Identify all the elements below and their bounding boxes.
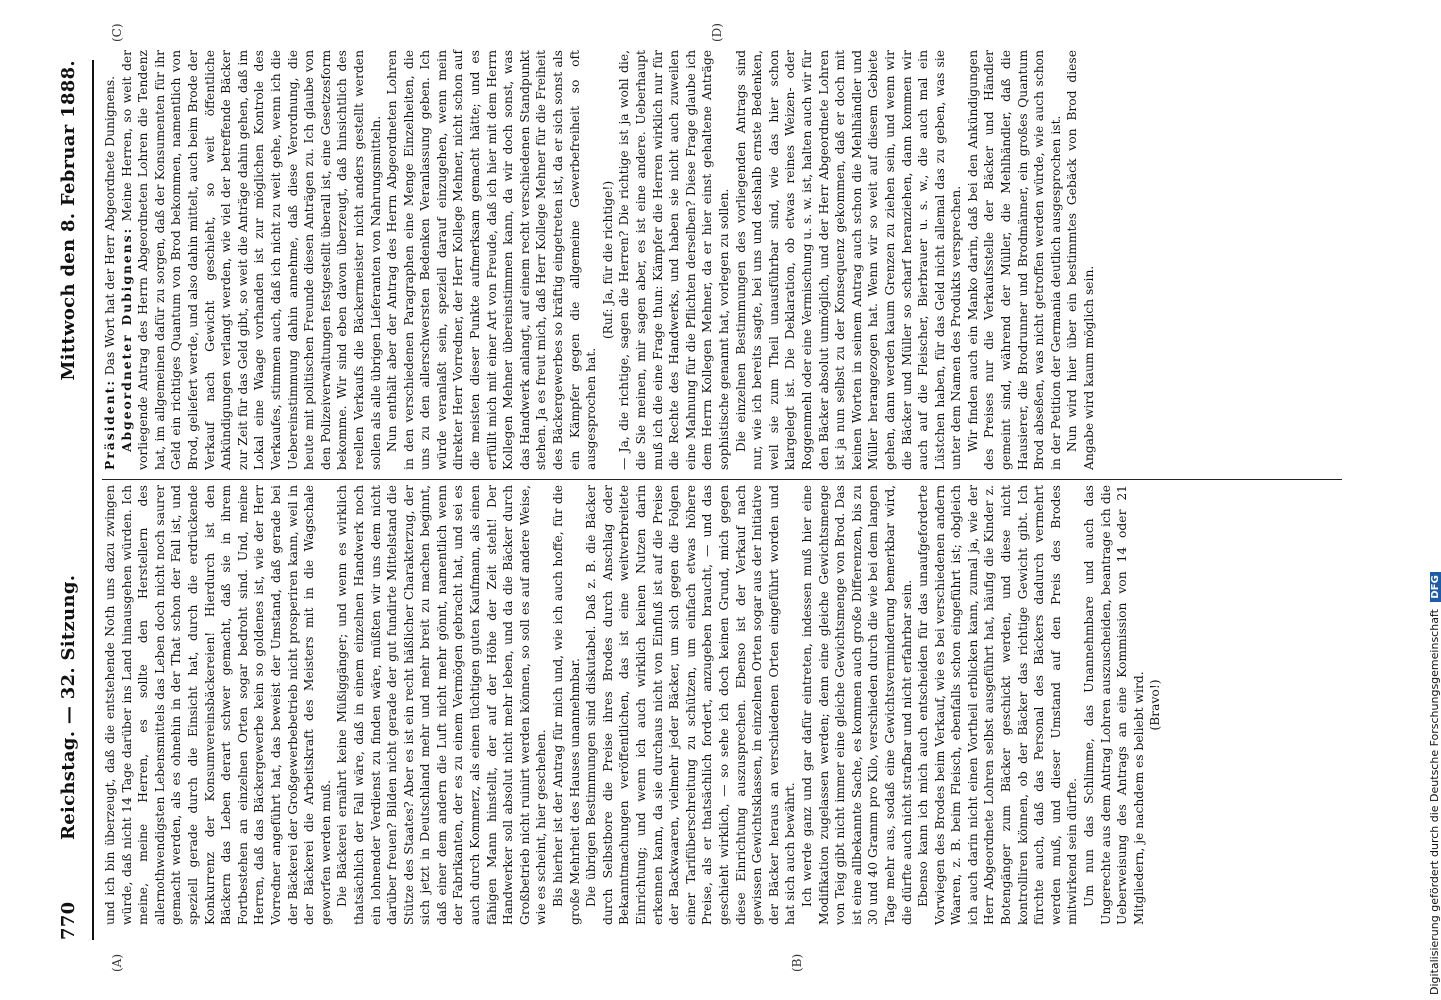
paragraph: und ich bin überzeugt, daß die entstehende Noth uns dazu zwingen würde, daß nicht 14 Tage darüber ins Land hinausgehen würden. Ich meine, meine Herren, es sollte den Herstellern des allernothwendigsten Lebensmittels das Leben doch nicht noch saurer gemacht werden, als es ohnehin in der That schon der Fall ist, und speziell gerade durch die Einsicht hat, durch die erdrückende Konkurrenz der Konsumvereinsbäckereien! Hierdurch ist den Bäckern das Leben derart schwer gemacht, daß sie in ihrem Fortbestehen an einzelnen Orten sogar bedroht sind. Und, meine Herren, daß das Bäckergewerbe kein so goldenes ist, wie der Herr Vorredner angeführt hat, das beweist der Umstand, daß gerade bei der Bäckerei der Großgewerbebetrieb nicht prosperiren kann, weil in der Bäckerei die Arbeitskraft des Meisters mit in die Wagschale geworfen werden muß. — [103, 485, 333, 925]
paragraph: Die Bäckerei ernährt keine Müßiggänger; und wenn es wirklich thatsächlich der Fall wäre, daß in einem einzelnen Handwerk noch ein lohnender Verdienst zu finden wäre, müßten wir uns dem nicht darüber freuen? Bilden nicht gerade der gut fundirte Mittelstand die Stütze des Staates? Aber es ist ein recht häßlicher Charakterzug, der sich jetzt in Deutschland mehr und mehr breit zu machen beginnt, daß einer dem andern die Luft nicht mehr gönnt, namentlich wenn der Fabrikanten, der es zu einem Vermögen gebracht hat, und sei es auch durch Kommerz, als einen tüchtigen guten Kaufmann, als einen fähigen Mann hinstellt, der auf der Höhe der Zeit steht! Der Handwerker soll absolut nicht mehr leben, und da die Bäcker durch Großbetrieb nicht ruinirt werden können, so soll es auf andere Weise, wie es scheint, hier geschehen. — [335, 485, 549, 925]
paragraph: Ebenso kann ich mich auch entscheiden für das unaufgeforderte Vorwiegen des Brodes beim Verkauf, wie es bei verschiedenen andern Waaren, z. B. beim Fleisch, ebenfalls schon eingeführt ist; obgleich ich auch darin nicht einen Vortheil erblicken kann, zumal ja, wie der Herr Abgeordnete Lohren selbst ausgeführt hat, häufig die Kinder z. Botengänger zum Bäcker geschickt werden, und diese nicht kontrolliren können, ob der Bäcker das richtige Gewicht gibt. Ich fürchte auch, daß das Personal des Bäckers dadurch vermehrt werden muß, und dieser Umstand auf den Preis des Brodes mitwirkend sein dürfte. — [916, 485, 1080, 925]
dfg-logo: DFG — [1430, 572, 1441, 601]
speaker-label: Abgeordneter Dubignens: — [118, 226, 134, 452]
margin-mark-d: (D) — [710, 23, 724, 42]
interjection: (Ruf: Ja, für die richtige!) — [600, 180, 615, 340]
paragraph: Nun wird hier über ein bestimmtes Gebäck von Brod diese Angabe wird kaum möglich sein. — [1065, 50, 1097, 470]
applause-note: (Bravo!) — [1148, 679, 1163, 731]
running-head — [58, 60, 92, 940]
digitization-credit — [1428, 572, 1441, 995]
paragraph: — Ja, die richtige, sagen die Herren? Die richtige ist ja wohl die, die Sie meinen, mir sagen aber, es ist eine andere. Ueberhaupt muß ich die eine Frage thun: Kämpfer die Herren wirklich nur für die Rechte des Handwerks, und haben sie nicht auch zuweilen eine Mahnung für die Pflichten derselben? Diese Frage glaube ich dem Herrn Kollegen Mehner, da er hier einst gehaltene Anträge sophistische genannt hat, vorlegen zu sollen. — [617, 50, 731, 470]
paragraph: Wir finden auch ein Manko darin, daß bei den Ankündigungen des Preises nur die Verkaufsstelle der Bäcker und Händler gemeint sind, während der Müller, die Mehlhändler, daß die Hausierer, die Brodrunner und Brodmänner, ein großes Quantum Brod abseßen, was nicht getroffen werden würde, wie auch schon in der Petition der Germania deutlich ausgesprochen ist. — [965, 50, 1063, 470]
running-head-title: Reichstag. — 32. Sitzung. — [58, 574, 79, 840]
paragraph: Ich werde ganz und gar dafür eintreten, indessen muß hier eine Modifikation zugelassen werden; denn eine gleiche Gewichtsmenge von Teig gibt nicht immer eine gleiche Gewichtsmenge von Brod. Das ist eine allbekannte Sache, es kommen auch große Differenzen, bis zu 30 und 40 Gramm pro Kilo, verschieden durch die wie bei dem langen Tage mehr aus, sodaß eine Gewichtsverminderung bemerkbar wird, die dürfte auch nicht strafbar und nicht erfahrbar sein. — [799, 485, 914, 925]
paragraph: Um nun das Schlimme, das Unannehmbare und auch das Ungerechte aus dem Antrag Lohren auszuscheiden, beantrage ich die Ueberweisung des Antrags an eine Kommission von 14 oder 21 Mitgliedern, je nachdem es beliebt wird. — [1082, 485, 1146, 925]
margin-mark-b: (B) — [790, 953, 804, 972]
paragraph: Die einzelnen Bestimmungen des vorliegenden Antrags sind nur, wie ich bereits sagte, bei uns und deshalb ernste Bedenken, weil sie zum Theil unausführbar sind, wie das hier schon klargelegt ist. Die Deklaration, ob etwas reines Weizen- oder Roggenmehl oder eine Vermischung u. s. w. ist, halten auch wir für den Bäcker absolut unmöglich, und der Herr Abgeordnete Lohren ist ja nun selbst zu der Konsequenz gekommen, daß er doch mit keinen Worten in seinem Antrag auch schon die Mehlhändler und Müller herangezogen hat. Wenn wir so weit auf diesem Gebiete gehen, dann werden kaum Grenzen zu ziehen sein, und wenn wir die Bäcker und Müller so scharf heranziehen, dann kommen wir auch auf die Fleischer, Bierbrauer u. s. w., die auch mal ein Lüstchen haben, für das Geld nicht allemal das zu geben, was sie unter dem Namen des Produkts versprechen. — [733, 50, 964, 470]
credit-text: Digitalisierung gefördert durch die Deutsche Forschungsgemeinschaft — [1428, 609, 1441, 995]
right-text-column — [102, 50, 1342, 470]
president-text: Das Wort hat der Herr Abgeordnete Dunignens. — [103, 75, 117, 376]
session-date: Mittwoch den 8. Februar 1888. — [58, 60, 79, 381]
margin-mark-a: (A) — [110, 953, 124, 972]
president-label: Präsident: — [102, 379, 117, 470]
paragraph: Bis hierher ist der Antrag für mich und, wie ich auch hoffe, für die große Mehrheit des Hauses unannehmbar. — [551, 485, 582, 925]
paragraph: Nun enthält aber der Antrag des Herrn Abgeordneten Lohren in den verschiedenen Paragraphen eine Menge Einzelheiten, die uns zu den allerschwersten Bedenken Veranlassung geben. Ich würde veranlaßt sein, speziell darauf einzugehen, wenn mein direkter Herr Vorredner, der Herr Kollege Mehner, nicht schon auf die meisten dieser Punkte aufmerksam gemacht hätte; und es erfüllt mich mit einer Art von Freude, daß ich hier mit dem Herrn Kollegen Mehner übereinstimmen kann, da wir doch sonst, was das Handwerk anlangt, auf einem recht verschiedenen Standpunkt stehen. Ja es freut mich, daß Herr Kollege Mehner für die Freiheit des Bäckergewerbes so kräftig eingetreten ist, da er sich sonst als ein Kämpfer gegen die allgemeine Gewerbefreiheit so oft ausgesprochen hat. — [385, 50, 599, 470]
header-rule — [92, 60, 94, 940]
page-number: 770 — [58, 901, 79, 940]
column-divider — [102, 479, 1342, 480]
speaker-statement — [119, 50, 385, 470]
president-statement — [102, 50, 119, 470]
speaker-text: Meine Herren, so weit der vorliegende Antrag des Herrn Abgeordneten Lohren die Tendenz hat, im allgemeinen dafür zu sorgen, daß der Konsumenten für ihr Geld ein richtiges Quantum von Brod bekommen, namentlich von Brod, geliefert werde, und also dahin mittelt, auch beim Brode der Verkauf nach Gewicht geschieht, so weit öffentliche Ankündigungen verlangt werden, wie viel der betreffende Bäcker zur Zeit für das Geld gibt, so weit die Anträge dahin gehen, daß im Lokal eine Waage vorhanden ist zur möglichen Kontrole des Verkaufes, stimmen auch, daß ich nicht zu weit gehe, wenn ich die Uebereinstimmung dahin annehme, daß diese Verordnung, die heute mit politischen Freunde diesen Anträgen zu. Ich glaube von den Polizeiverwaltungen festgestellt überall ist, eine Gesetzesform bekomme. Wir sind eben davon überzeugt, daß hinsichtlich des reellen Verkaufs die Bäckermeister nicht anders gestellt werden sollen als alle übrigen Lieferanten von Nahrungsmitteln. — [119, 50, 383, 470]
paragraph: Die übrigen Bestimmungen sind diskutabel. Daß z. B. die Bäcker durch Selbstbore die Preise ihres Brodes durch Anschlag oder Bekanntmachungen veröffentlichen, das ist eine weitverbreitete Einrichtung; und wenn ich auch wirklich keinen Nutzen darin erkennen kann, da sie durchaus nicht von Einfluß ist auf die Preise der Backwaaren, vielmehr jeder Bäcker, um sich gegen die Folgen einer Tarifüberschreitung zu schützen, um einfach etwas höhere Preise, als er thatsächlich fordert, anzugeben braucht, — und das geschieht wirklich, — so sehe ich doch keinen Grund, mich gegen diese Einrichtung auszusprechen. Ebenso ist der Verkauf nach gewissen Gewichtsklassen, in einzelnen Orten sogar aus der Initiative der Bäcker heraus an verschiedenen Orten eingeführt worden und hat sich auch bewährt. — [584, 485, 798, 925]
margin-mark-c: (C) — [110, 23, 124, 42]
left-text-column — [102, 485, 1342, 925]
